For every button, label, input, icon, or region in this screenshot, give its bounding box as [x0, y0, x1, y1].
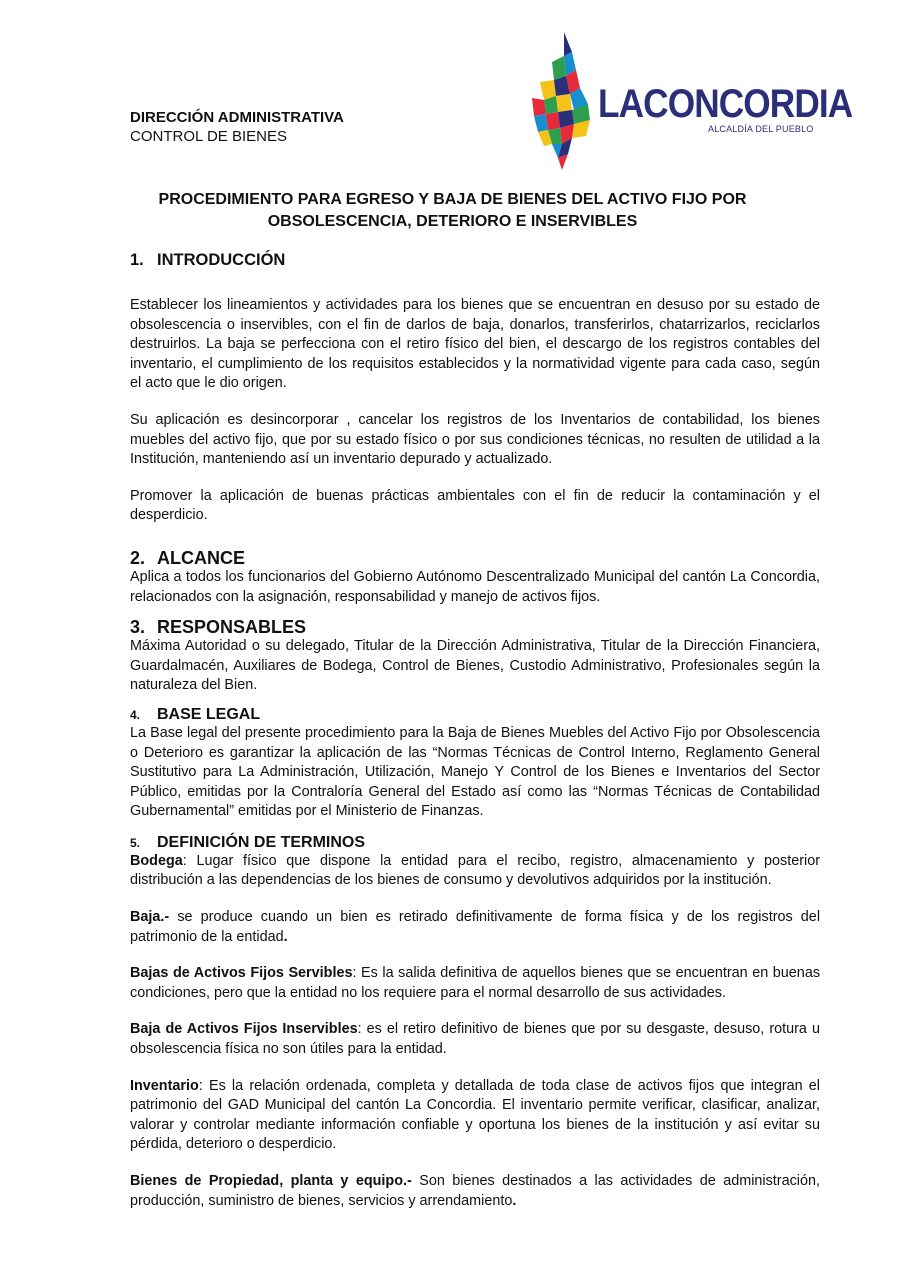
municipality-logo	[528, 32, 853, 172]
section-title: RESPONSABLES	[157, 617, 307, 638]
definition-separator: :	[357, 1021, 367, 1038]
definition-term: Bienes de Propiedad, planta y equipo.-	[130, 1173, 412, 1189]
section-number: 5.	[130, 835, 141, 850]
department-header	[130, 108, 344, 146]
alcance-paragraph: Aplica a todos los funcionarios del Gobierno Autónomo Descentralizado Municipal del cantón La Concordia, relacionados con la asignación, responsabilidad y manejo de activos fijos.	[130, 568, 820, 605]
section-title: BASE LEGAL	[157, 705, 261, 723]
definition-bajas-servibles	[130, 964, 820, 1003]
definition-term: Baja.-	[130, 909, 170, 926]
definition-text: Es la salida definitiva de aquellos bienes que se encuentran en buenas condiciones, pero que la entidad no los requiere para el normal desarrollo de sus actividades.	[130, 965, 821, 1001]
section-heading-introduccion	[130, 250, 820, 270]
definition-text: Son bienes destinados a las actividades de administración, producción, suministro de bienes, servicios y arrendamiento	[130, 1173, 820, 1209]
definition-separator: :	[182, 852, 197, 869]
department-unit: CONTROL DE BIENES	[130, 128, 287, 145]
definition-term: Bajas de Activos Fijos Servibles	[130, 965, 353, 982]
definition-separator: :	[198, 1077, 209, 1094]
base-legal-paragraph: La Base legal del presente procedimiento para la Baja de Bienes Muebles del Activo Fijo por Obsolescencia o Deterioro es garantizar la aplicación de las “Normas Técnicas de Control Interno, Reglamento General Sustitutivo para La Administración, Utilización, Manejo Y Control de los Bienes e Inventarios del Sector Público, emitidas por la Contraloría General del Estado así como las “Normas Técnicas de Contabilidad Gubernamental” emitidas por el Ministerio de Finanzas.	[130, 724, 820, 820]
definition-term: Baja de Activos Fijos Inservibles	[130, 1021, 358, 1038]
title-line-1: PROCEDIMIENTO PARA EGRESO Y BAJA DE BIENES DEL ACTIVO FIJO POR	[158, 191, 747, 208]
definition-term: Inventario	[130, 1077, 199, 1094]
logo-wordmark: LACONCORDIA	[598, 82, 853, 126]
title-line-2: OBSOLESCENCIA, DETERIORO E INSERVIBLES	[267, 213, 638, 230]
intro-paragraph-3: Promover la aplicación de buenas prácticas ambientales con el fin de reducir la contaminación y el desperdicio.	[130, 487, 820, 524]
definition-baja-inservibles	[130, 1020, 820, 1059]
document-body	[130, 250, 820, 1211]
section-number: 1.	[130, 251, 144, 269]
section-number: 2.	[130, 547, 146, 568]
definition-text: se produce cuando un bien es retirado definitivamente de forma física y de los registros del patrimonio de la entidad	[130, 909, 821, 945]
definition-text: Lugar físico que dispone la entidad para el recibo, registro, almacenamiento y posterior distribución a las dependencias de los bienes de consumo y devolutivos adquiridos por la institución.	[130, 852, 820, 889]
section-heading-definiciones	[130, 834, 820, 852]
document-title	[100, 189, 805, 233]
section-title: INTRODUCCIÓN	[157, 251, 286, 269]
section-number: 4.	[130, 707, 141, 722]
intro-paragraph-2: Su aplicación es desincorporar , cancelar los registros de los Inventarios de contabilidad, los bienes muebles del activo fijo, que por su estado físico o por sus condiciones técnicas, no resulten de utilidad a la Institución, manteniendo así un inventario depurado y actualizado.	[130, 411, 820, 468]
definition-term: Bodega	[130, 852, 183, 869]
definition-text: Es la relación ordenada, completa y detallada de toda clase de activos fijos que integran el patrimonio del GAD Municipal del cantón La Concordia. El inventario permite verificar, clasificar, analizar, valorar y controlar mediante información confiable y oportuna los bienes de la institución y así evitar su pérdida, deterioro o desperdicio.	[130, 1077, 821, 1153]
section-number: 3.	[130, 617, 146, 638]
definition-separator: :	[352, 965, 362, 982]
definition-end: .	[512, 1192, 517, 1209]
section-title: ALCANCE	[157, 547, 245, 568]
logo-tagline: ALCALDÍA DEL PUEBLO	[708, 124, 814, 134]
intro-paragraph-1: Establecer los lineamientos y actividades para los bienes que se encuentran en desuso por su estado de obsolescencia o inservibles, con el fin de darlos de baja, donarlos, transferirlos, chatarrizarlos, reciclarlos destruirlos. La baja se perfecciona con el retiro físico del bien, el descargo de los registros contables del inventario, el cumplimiento de los requisitos establecidos y la normatividad vigente para cada caso, según el acto que le dio origen.	[130, 297, 820, 392]
definition-bodega	[130, 852, 820, 891]
logo-emblem-icon	[528, 32, 598, 172]
definition-bienes-propiedad	[130, 1172, 820, 1211]
section-heading-responsables	[130, 617, 820, 637]
section-heading-alcance	[130, 548, 820, 568]
definition-baja	[130, 908, 820, 947]
definition-text: es el retiro definitivo de bienes que por su desgaste, desuso, rotura u obsolescencia física no son útiles para la entidad.	[130, 1021, 820, 1058]
definition-end: .	[283, 928, 288, 945]
definition-inventario	[130, 1077, 820, 1155]
section-title: DEFINICIÓN DE TERMINOS	[157, 833, 366, 851]
responsables-paragraph: Máxima Autoridad o su delegado, Titular de la Dirección Administrativa, Titular de la Dirección Financiera, Guardalmacén, Auxiliares de Bodega, Control de Bienes, Custodio Administrativo, Profesionales según la naturaleza del Bien.	[130, 638, 820, 694]
section-heading-base-legal	[130, 706, 820, 724]
department-name: DIRECCIÓN ADMINISTRATIVA	[130, 109, 344, 126]
